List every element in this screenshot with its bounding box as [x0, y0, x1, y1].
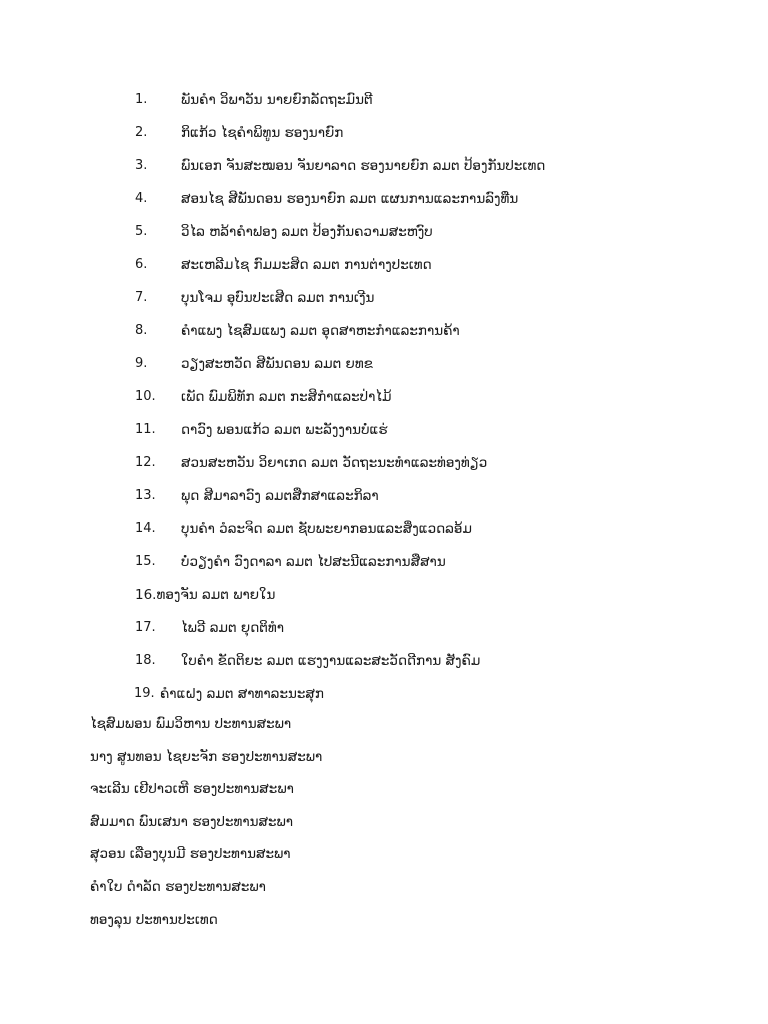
- list-text: ຈະເລີນ ເຢີປາວເຫີ ຮອງປະທານສະພາ: [90, 781, 294, 798]
- list-item: [0, 909, 768, 942]
- list-text: ບຸນໂຈມ ອຸບົນປະເສີດ ລມຕ ການເງີນ: [181, 290, 375, 306]
- list-text: ຄໍາແພງ ໄຊສົມແພງ ລມຕ ອຸດສາຫະກໍາແລະການຄ້າ: [181, 323, 460, 339]
- list-item: [0, 155, 768, 188]
- list-text: ສະເຫລີມໄຊ ກົມມະສິດ ລມຕ ການຕ່າງປະເທດ: [181, 257, 432, 273]
- list-text: ກິແກ້ວ ໄຊຄໍາພິທູນ ຮອງນາຍົກ: [181, 125, 344, 141]
- list-text: ພັນຄຳ ວິພາວັນ ນາຍຍົກລັດຖະມົນຕີ: [181, 92, 373, 108]
- list-text: ຄໍາແຝງ ລມຕ ສາທາລະນະສຸກ: [160, 686, 324, 702]
- list-item: [0, 254, 768, 287]
- list-item: [0, 89, 768, 122]
- list-text: ສອນໄຊ ສີພັນດອນ ຮອງນາຍົກ ລມຕ ແຜນການແລະການລົງທືນ: [181, 191, 519, 207]
- list-number: 5.: [135, 224, 148, 239]
- leadership-list: [0, 713, 768, 941]
- list-item: [0, 221, 768, 254]
- list-item: [0, 419, 768, 452]
- list-number: 3.: [135, 158, 148, 173]
- list-item: [0, 746, 768, 779]
- list-item: [0, 584, 768, 617]
- list-item: [0, 876, 768, 909]
- list-item: [0, 617, 768, 650]
- list-number: 17.: [135, 620, 156, 635]
- list-text: ນາງ ສູນທອນ ໄຊຍະຈັກ ຮອງປະທານສະພາ: [90, 748, 323, 765]
- list-text: ບໍ່ວຽງຄໍາ ວົງດາລາ ລມຕ ໄປສະນີແລະການສືສານ: [181, 554, 446, 570]
- list-number: 12.: [135, 455, 156, 470]
- list-text: ພົນເອກ ຈັນສະໝອນ ຈັນຍາລາດ ຮອງນາຍຍົກ ລມຕ ປ້ອງກັນປະເທດ: [181, 158, 546, 174]
- list-item: [0, 683, 768, 716]
- list-text: 16.ທອງຈັນ ລມຕ ພາຍໃນ: [135, 587, 276, 603]
- list-text: ວິໄລ ຫລ້າຄໍາຟອງ ລມຕ ປ້ອງກັນຄວາມສະຫງົບ: [181, 224, 433, 240]
- list-item: [0, 386, 768, 419]
- list-item: [0, 778, 768, 811]
- list-item: [0, 485, 768, 518]
- list-item: [0, 188, 768, 221]
- list-number: 1.: [135, 92, 148, 107]
- list-number: 14.: [135, 521, 156, 536]
- list-item: [0, 713, 768, 746]
- list-text: ຄໍາໃບ ດໍາລັດ ຮອງປະທານສະພາ: [90, 878, 266, 895]
- list-item: [0, 650, 768, 683]
- list-number: 19.: [134, 686, 155, 701]
- list-text: ດາວົງ ພອນແກ້ວ ລມຕ ພະລັງງານບໍ່ແຮ່: [181, 422, 388, 438]
- list-text: ເພັດ ພົມພິທັກ ລມຕ ກະສິກໍາແລະປ່າໄມ້: [181, 389, 392, 405]
- list-item: [0, 518, 768, 551]
- list-item: [0, 287, 768, 320]
- list-number: 6.: [135, 257, 148, 272]
- list-number: 18.: [135, 653, 156, 668]
- list-text: ວຽງສະຫວັດ ສີພັນດອນ ລມຕ ຍທຂ: [181, 356, 373, 372]
- list-text: ສົມມາດ ພົນເສນາ ຮອງປະທານສະພາ: [90, 813, 294, 830]
- list-text: ໄພວີ ລມຕ ຍຸດຕິທໍາ: [181, 620, 285, 636]
- list-number: 2.: [135, 125, 148, 140]
- list-item: [0, 122, 768, 155]
- list-number: 13.: [135, 488, 156, 503]
- list-text: ພຸດ ສີມາລາວົງ ລມຕສືກສາແລະກິລາ: [181, 488, 379, 504]
- list-text: ບຸນຄໍາ ວໍລະຈິດ ລມຕ ຊັບພະຍາກອນແລະສິ່ງແວດລອ້ມ: [181, 521, 472, 537]
- list-item: [0, 551, 768, 584]
- list-item: [0, 811, 768, 844]
- list-text: ໄຊສົມພອນ ພົມວິຫານ ປະທານສະພາ: [90, 716, 292, 732]
- list-number: 11.: [135, 422, 156, 437]
- list-text: ສວນສະຫວັນ ວິຍາເກດ ລມຕ ວັດຖະນະທໍາແລະທ່ອງທ່ຽວ: [181, 455, 488, 471]
- list-item: [0, 843, 768, 876]
- list-text: ໃບຄໍາ ຂັດຕິຍະ ລມຕ ແຮງງານແລະສະວັດດີການ ສັງຄົມ: [181, 653, 481, 669]
- list-item: [0, 452, 768, 485]
- ministers-list: [0, 89, 768, 716]
- list-text: ທອງລຸນ ປະທານປະເທດ: [90, 911, 218, 928]
- list-number: 10.: [135, 389, 156, 404]
- list-number: 9.: [135, 356, 148, 371]
- list-number: 15.: [135, 554, 156, 569]
- list-number: 4.: [135, 191, 148, 206]
- list-item: [0, 353, 768, 386]
- list-item: [0, 320, 768, 353]
- list-text: ສຸວອນ ເລືອງບຸນມີ ຮອງປະທານສະພາ: [90, 846, 291, 863]
- list-number: 8.: [135, 323, 148, 338]
- list-number: 7.: [135, 290, 148, 305]
